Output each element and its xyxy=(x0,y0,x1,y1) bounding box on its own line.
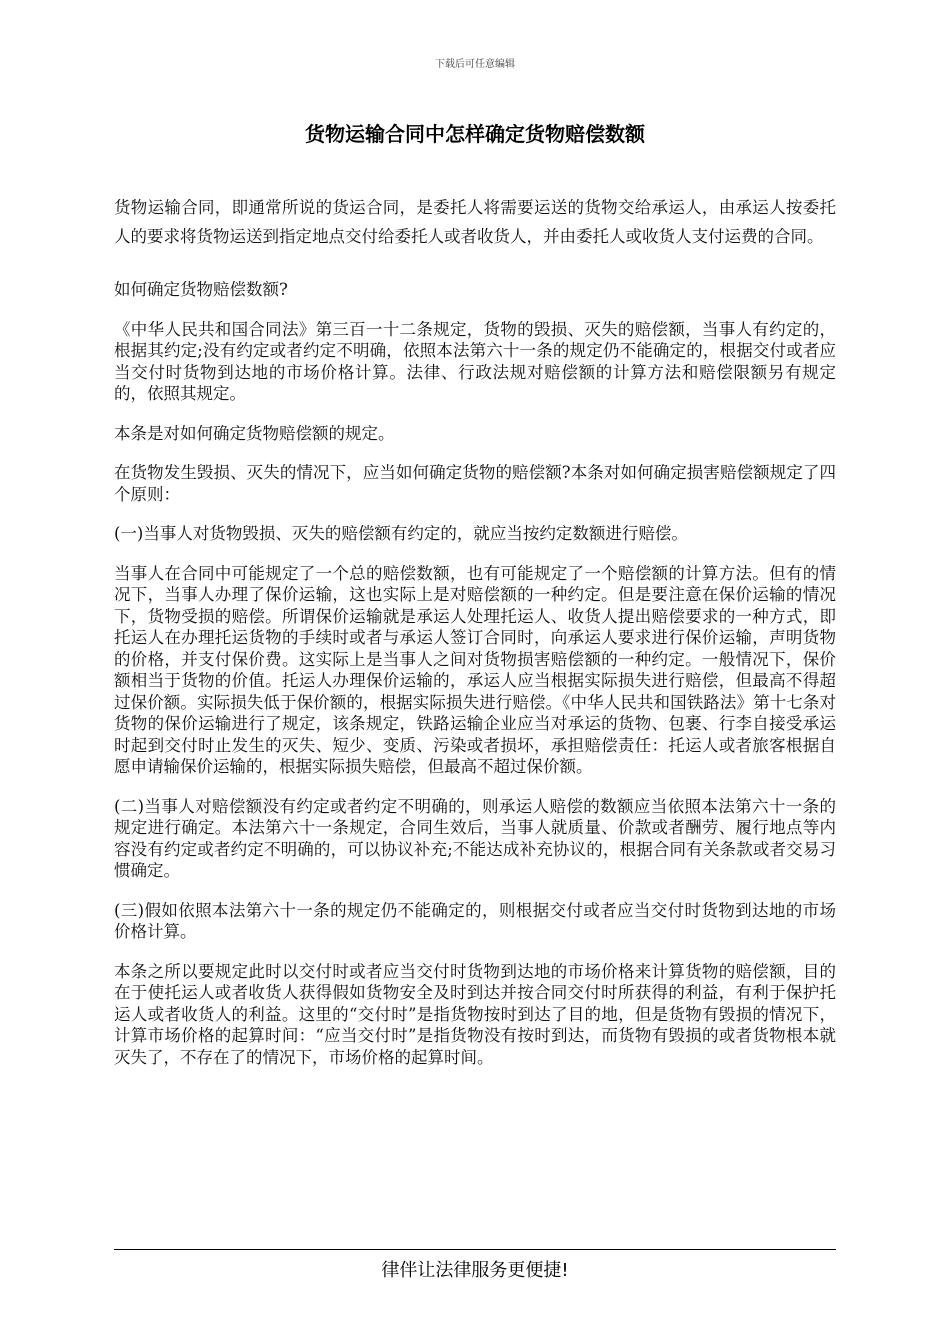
document-title: 货物运输合同中怎样确定货物赔偿数额 xyxy=(305,122,645,146)
footer-divider xyxy=(114,1249,836,1250)
paragraph-principle-3-detail: 本条之所以要规定此时以交付时或者应当交付时货物到达地的市场价格来计算货物的赔偿额，目的在于使托运人或者收货人获得假如货物安全及时到达并按合同交付时所获得的利益，有利于保护托运人或者收货人的利益。这里的“交付时”是指货物按时到达了目的地，但是货物有毁损的情况下，计算市场价格的起算时间：“应当交付时”是指货物没有按时到达，而货物有毁损的或者货物根本就灭失了，不存在了的情况下，市场价格的起算时间。 xyxy=(114,961,836,1067)
document-body xyxy=(114,193,836,1086)
paragraph-question: 如何确定货物赔偿数额? xyxy=(114,280,288,299)
page-header-note: 下载后可任意编辑 xyxy=(435,59,515,70)
footer-slogan: 律伴让法律服务更便捷! xyxy=(381,1260,569,1281)
paragraph-principle-2: (二)当事人对赔偿额没有约定或者约定不明确的，则承运人赔偿的数额应当依照本法第六十一条的规定进行确定。本法第六十一条规定，合同生效后，当事人就质量、价款或者酬劳、履行地点等内容没有约定或者约定不明确的，可以协议补充;不能达成补充协议的，根据合同有关条款或者交易习惯确定。 xyxy=(114,796,836,880)
paragraph-principle-1: (一)当事人对货物毁损、灭失的赔偿额有约定的，就应当按约定数额进行赔偿。 xyxy=(114,524,688,543)
paragraph-principle-3: (三)假如依照本法第六十一条的规定仍不能确定的，则根据交付或者应当交付时货物到达地的市场价格计算。 xyxy=(114,900,836,941)
paragraph-summary: 本条是对如何确定货物赔偿额的规定。 xyxy=(114,423,395,443)
paragraph-principle-1-detail: 当事人在合同中可能规定了一个总的赔偿数额，也有可能规定了一个赔偿额的计算方法。但有的情况下，当事人办理了保价运输，这也实际上是对赔偿额的一种约定。但是要注意在保价运输的情况下，货物受损的赔偿。所谓保价运输就是承运人处理托运人、收货人提出赔偿要求的一种方式，即托运人在办理托运货物的手续时或者与承运人签订合同时，向承运人要求进行保价运输，声明货物的价格，并支付保价费。这实际上是当事人之间对货物损害赔偿额的一种约定。一般情况下，保价额相当于货物的价值。托运人办理保价运输的，承运人应当根据实际损失进行赔偿，但最高不得超过保价额。实际损失低于保价额的，根据实际损失进行赔偿。《中华人民共和国铁路法》第十七条对货物的保价运输进行了规定，该条规定，铁路运输企业应当对承运的货物、包裹、行李自接受承运时起到交付时止发生的灭失、短少、变质、污染或者损坏，承担赔偿责任：托运人或者旅客根据自愿申请输保价运输的，根据实际损失赔偿，但最高不超过保价额。 xyxy=(114,563,836,776)
paragraph-law-article: 《中华人民共和国合同法》第三百一十二条规定，货物的毁损、灭失的赔偿额，当事人有约定的，根据其约定;没有约定或者约定不明确，依照本法第六十一条的规定仍不能确定的，根据交付或者应当交付时货物到达地的市场价格计算。法律、行政法规对赔偿额的计算方法和赔偿限额另有规定的，依照其规定。 xyxy=(114,319,836,403)
paragraph-principles-intro: 在货物发生毁损、灭失的情况下，应当如何确定货物的赔偿额?本条对如何确定损害赔偿额规定了四个原则： xyxy=(114,463,836,504)
paragraph-intro: 货物运输合同，即通常所说的货运合同，是委托人将需要运送的货物交给承运人，由承运人按委托人的要求将货物运送到指定地点交付给委托人或者收货人，并由委托人或收货人支付运费的合同。 xyxy=(114,198,836,246)
